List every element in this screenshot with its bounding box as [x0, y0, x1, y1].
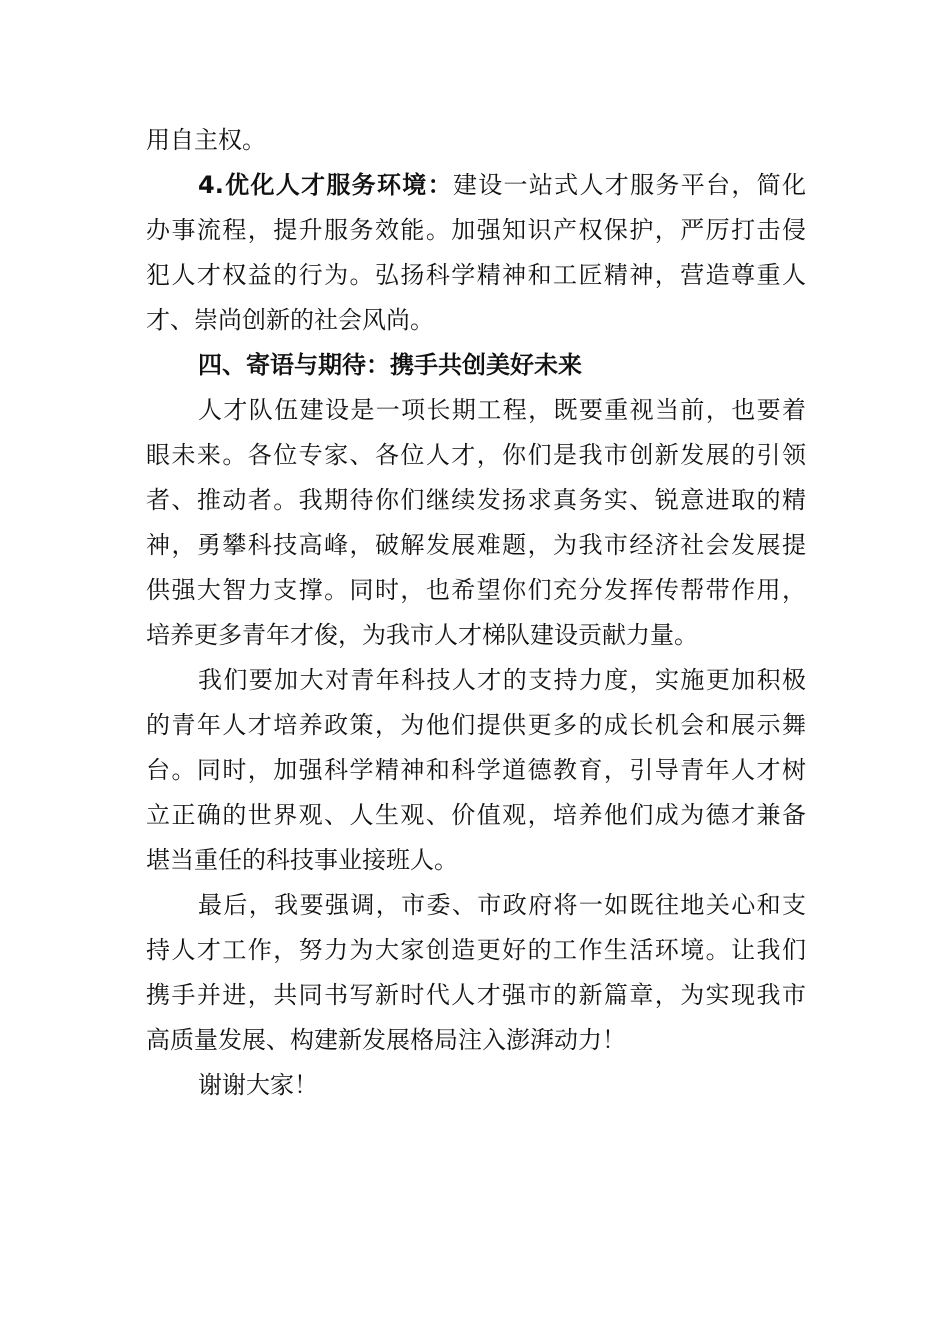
document-page	[146, 118, 806, 1108]
text-line: 神，勇攀科技高峰，破解发展难题，为我市经济社会发展提	[146, 531, 806, 559]
text-line: 我们要加大对青年科技人才的支持力度，实施更加积极	[198, 666, 806, 694]
text-line: 眼未来。各位专家、各位人才，你们是我市创新发展的引领	[146, 441, 806, 469]
text-line	[146, 163, 806, 208]
section-heading: 四、寄语与期待：携手共创美好未来	[198, 351, 582, 379]
text-line: 的青年人才培养政策，为他们提供更多的成长机会和展示舞	[146, 711, 806, 739]
text-line: 人才队伍建设是一项长期工程，既要重视当前，也要着	[198, 396, 806, 424]
paragraph	[146, 163, 806, 343]
text-line: 者、推动者。我期待你们继续发扬求真务实、锐意进取的精	[146, 486, 806, 514]
text-line: 培养更多青年才俊，为我市人才梯队建设贡献力量。	[146, 621, 698, 649]
paragraph	[146, 883, 806, 1063]
text-line: 犯人才权益的行为。弘扬科学精神和工匠精神，营造尊重人	[146, 261, 806, 289]
text-line: 堪当重任的科技事业接班人。	[146, 846, 458, 874]
text-line: 供强大智力支撑。同时，也希望你们充分发挥传帮带作用，	[146, 576, 806, 604]
text-line: 用自主权。	[146, 126, 266, 154]
item-heading: 4.优化人才服务环境：	[198, 171, 453, 199]
closing-line: 谢谢大家！	[198, 1071, 318, 1099]
text-line: 高质量发展、构建新发展格局注入澎湃动力！	[146, 1026, 626, 1054]
text-line: 最后，我要强调，市委、市政府将一如既往地关心和支	[198, 891, 806, 919]
text-line: 办事流程，提升服务效能。加强知识产权保护，严厉打击侵	[146, 216, 806, 244]
text-line: 持人才工作，努力为大家创造更好的工作生活环境。让我们	[146, 936, 806, 964]
text-span: 建设一站式人才服务平台，简化	[452, 171, 806, 199]
text-line: 台。同时，加强科学精神和科学道德教育，引导青年人才树	[146, 756, 806, 784]
text-line: 携手并进，共同书写新时代人才强市的新篇章，为实现我市	[146, 981, 806, 1009]
paragraph	[146, 118, 806, 163]
text-line: 才、崇尚创新的社会风尚。	[146, 306, 434, 334]
paragraph	[146, 388, 806, 658]
paragraph	[146, 658, 806, 883]
text-line: 立正确的世界观、人生观、价值观，培养他们成为德才兼备	[146, 801, 806, 829]
